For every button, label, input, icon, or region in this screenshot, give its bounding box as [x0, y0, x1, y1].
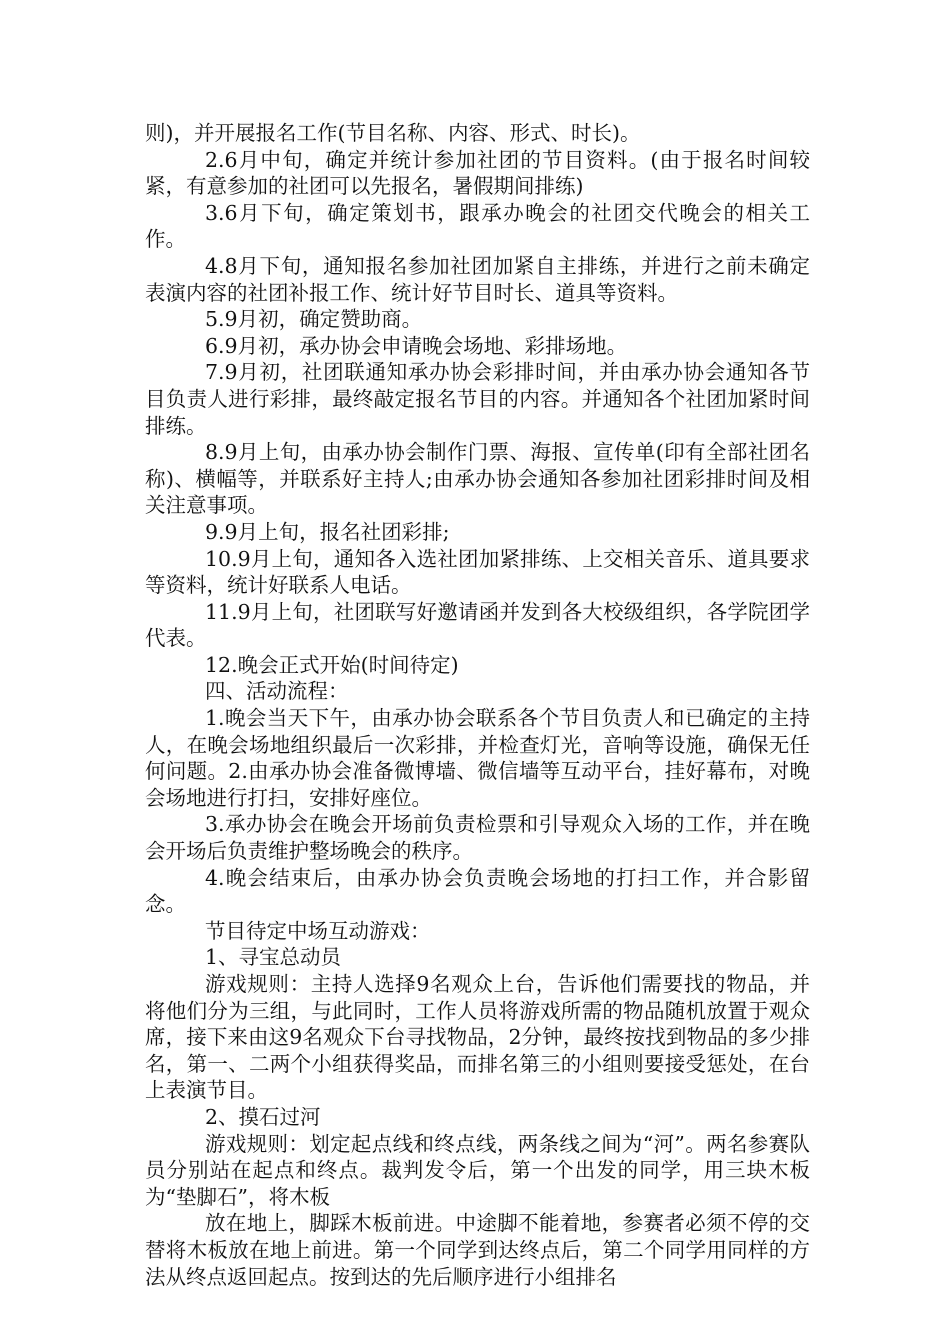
section-heading: 四、活动流程： — [205, 679, 349, 704]
paragraph: 游戏规则：划定起点线和终点线，两条线之间为“河”。两名参赛队员分别站在起点和终点。裁判发令后，第一个出发的同学，用三块木板为“垫脚石”，将木板 — [145, 1131, 810, 1209]
paragraph: 8.9月上旬，由承办协会制作门票、海报、宣传单(印有全部社团名称)、横幅等，并联系好主持人;由承办协会通知各参加社团彩排时间及相关注意事项。 — [145, 440, 810, 518]
game-title: 1、寻宝总动员 — [205, 945, 342, 970]
paragraph: 5.9月初，确定赞助商。 — [205, 307, 423, 332]
paragraph: 6.9月初，承办协会申请晚会场地、彩排场地。 — [205, 333, 628, 358]
game-title: 2、摸石过河 — [205, 1104, 321, 1129]
paragraph: 9.9月上旬，报名社团彩排; — [205, 519, 450, 544]
paragraph: 1.晚会当天下午，由承办协会联系各个节目负责人和已确定的主持人，在晚会场地组织最后一次彩排，并检查灯光，音响等设施，确保无任何问题。2.由承办协会准备微博墙、微信墙等互动平台，挂好幕布，对晚会场地进行打扫，安排好座位。 — [145, 706, 810, 810]
paragraph: 游戏规则：主持人选择9名观众上台，告诉他们需要找的物品，并将他们分为三组，与此同时，工作人员将游戏所需的物品随机放置于观众席，接下来由这9名观众下台寻找物品，2分钟，最终按找到物品的多少排名，第一、二两个小组获得奖品，而排名第三的小组则要接受惩处，在台上表演节目。 — [145, 972, 810, 1103]
document-body — [145, 120, 810, 1290]
paragraph: 10.9月上旬，通知各入选社团加紧排练、上交相关音乐、道具要求等资料，统计好联系人电话。 — [145, 546, 810, 598]
section-heading: 节目待定中场互动游戏： — [205, 918, 431, 943]
paragraph: 12.晚会正式开始(时间待定) — [205, 652, 459, 677]
paragraph: 4.晚会结束后，由承办协会负责晚会场地的打扫工作，并合影留念。 — [145, 865, 810, 917]
paragraph: 3.承办协会在晚会开场前负责检票和引导观众入场的工作，并在晚会开场后负责维护整场晚会的秩序。 — [145, 812, 810, 864]
paragraph: 2.6月中旬，确定并统计参加社团的节目资料。(由于报名时间较紧，有意参加的社团可以先报名，暑假期间排练) — [145, 147, 810, 199]
paragraph: 11.9月上旬，社团联写好邀请函并发到各大校级组织，各学院团学代表。 — [145, 599, 810, 651]
paragraph: 则)，并开展报名工作(节目名称、内容、形式、时长)。 — [145, 121, 641, 145]
paragraph: 4.8月下旬，通知报名参加社团加紧自主排练，并进行之前未确定表演内容的社团补报工作、统计好节目时长、道具等资料。 — [145, 253, 810, 305]
paragraph: 放在地上，脚踩木板前进。中途脚不能着地，参赛者必须不停的交替将木板放在地上前进。第一个同学到达终点后，第二个同学用同样的方法从终点返回起点。按到达的先后顺序进行小组排名 — [145, 1211, 810, 1289]
paragraph: 7.9月初，社团联通知承办协会彩排时间，并由承办协会通知各节目负责人进行彩排，最终敲定报名节目的内容。并通知各个社团加紧时间排练。 — [145, 360, 810, 438]
paragraph: 3.6月下旬，确定策划书，跟承办晚会的社团交代晚会的相关工作。 — [145, 200, 810, 252]
